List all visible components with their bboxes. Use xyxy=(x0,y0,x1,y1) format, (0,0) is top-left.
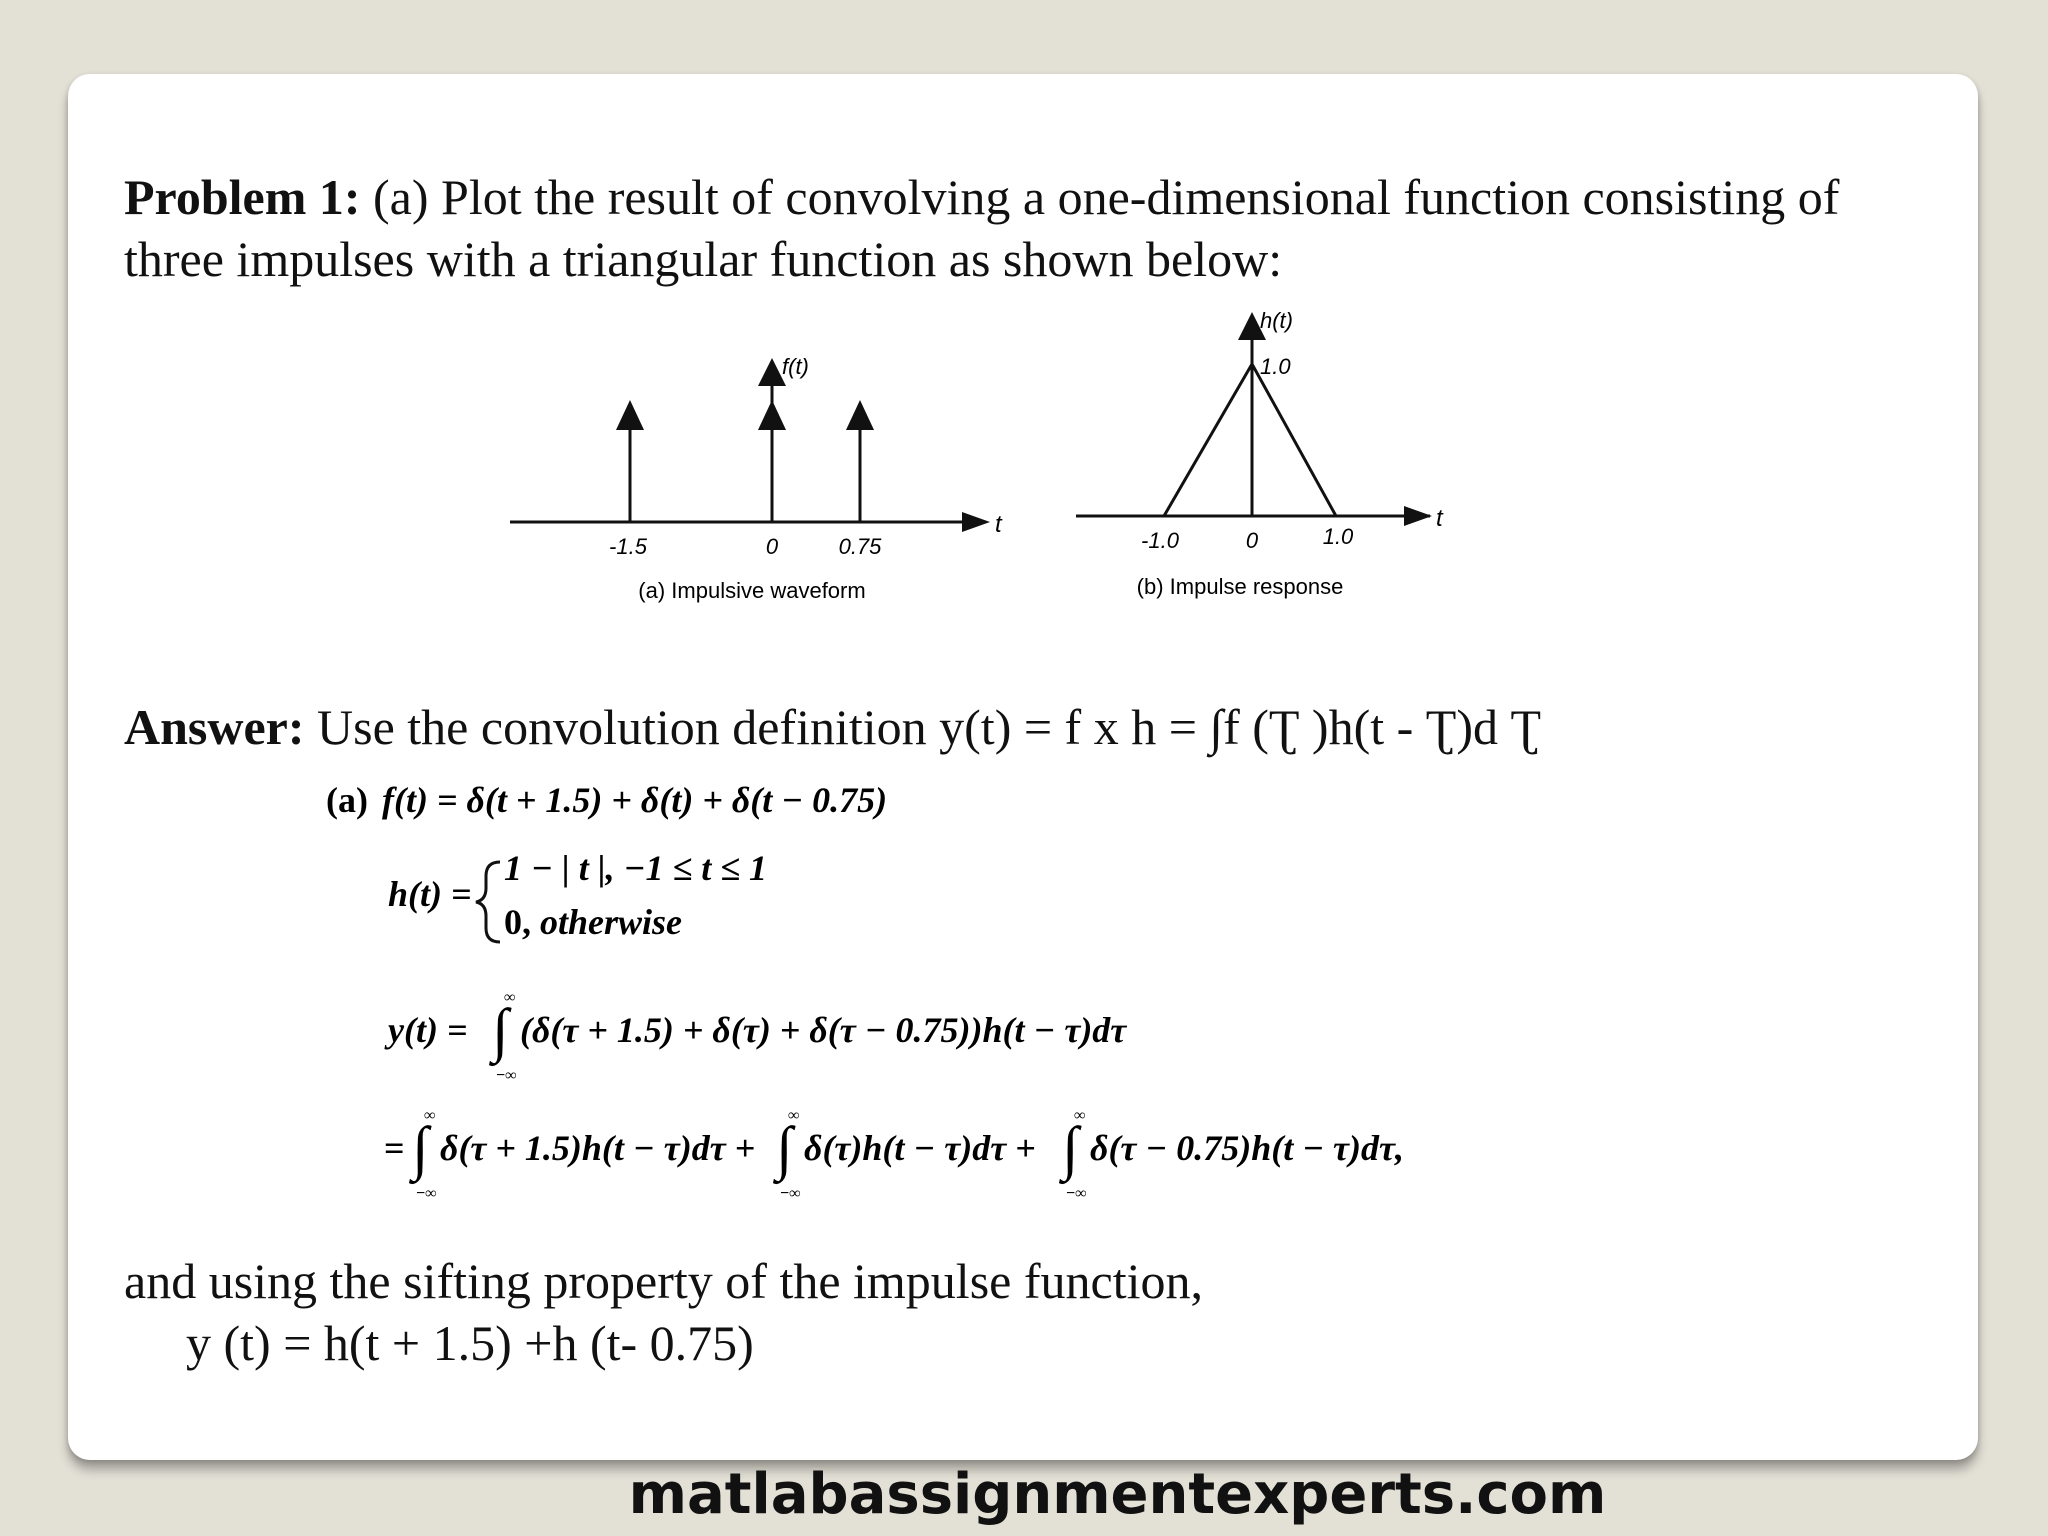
integral-upper-2: ∞ xyxy=(424,1107,436,1124)
f-definition: f(t) = δ(t + 1.5) + δ(t) + δ(t − 0.75) xyxy=(382,780,888,820)
answer-text: Use the convolution definition y(t) = f x h = ∫f (Ʈ )h(t - Ʈ)d Ʈ xyxy=(304,699,1542,755)
footer-watermark: matlabassignmentexperts.com xyxy=(628,1462,1607,1527)
caption-a: (a) Impulsive waveform xyxy=(638,578,866,603)
result-equation: y (t) = h(t + 1.5) +h (t- 0.75) xyxy=(186,1315,754,1371)
integral-upper-3: ∞ xyxy=(788,1107,800,1124)
caption-b: (b) Impulse response xyxy=(1136,574,1344,599)
tick-label-a-2: 0.75 xyxy=(838,534,882,559)
integral-sign-4: ∫ xyxy=(1062,1115,1079,1181)
impulse-response-plot xyxy=(1076,308,1444,599)
integral-lower-3: −∞ xyxy=(780,1185,801,1202)
integral-lower-2: −∞ xyxy=(416,1185,437,1202)
sifting-property-text: and using the sifting property of the impulse function, xyxy=(124,1253,1203,1309)
impulse-arrow-0 xyxy=(758,400,786,430)
problem-text-line2: three impulses with a triangular function as shown below: xyxy=(124,231,1283,287)
h-case-2-word: otherwise xyxy=(540,902,683,942)
tick-label-a-0: -1.5 xyxy=(609,534,647,559)
integral-upper-1: ∞ xyxy=(504,989,516,1006)
tick-label-a-1: 0 xyxy=(765,534,779,559)
integral-term-3: δ(τ − 0.75)h(t − τ)dτ, xyxy=(1090,1128,1404,1168)
part-a-label: (a) xyxy=(326,780,368,820)
axis-label-t-b: t xyxy=(1436,505,1443,532)
integral-lower-1: −∞ xyxy=(496,1067,517,1084)
triangle-response xyxy=(1164,364,1336,516)
integral-sign-3: ∫ xyxy=(776,1115,793,1181)
convolution-derivation xyxy=(320,770,1480,1210)
h-case-2-value: 0, xyxy=(504,902,540,942)
problem-statement xyxy=(124,166,1839,290)
y-lhs: y(t) = xyxy=(388,1010,468,1050)
tick-label-b-0: -1.0 xyxy=(1141,528,1179,553)
integral-term-1: δ(τ + 1.5)h(t − τ)dτ + xyxy=(440,1128,756,1168)
tick-label-b-2: 1.0 xyxy=(1322,524,1354,549)
h-case-1: 1 − | t |, −1 ≤ t ≤ 1 xyxy=(504,848,768,888)
integral-term-2: δ(τ)h(t − τ)dτ + xyxy=(804,1128,1036,1168)
integral-sign-2: ∫ xyxy=(412,1115,429,1181)
impulse-figures xyxy=(490,300,1450,620)
impulsive-waveform-plot xyxy=(510,354,1003,603)
peak-label: 1.0 xyxy=(1260,354,1291,379)
problem-label: Problem 1: xyxy=(124,169,361,225)
impulse-arrow-0.75 xyxy=(846,400,874,430)
axis-label-t-a: t xyxy=(995,511,1002,538)
integral-lower-4: −∞ xyxy=(1066,1185,1087,1202)
integral-sign-1: ∫ xyxy=(492,997,509,1063)
answer-label: Answer: xyxy=(124,699,305,755)
h-lhs: h(t) = xyxy=(388,874,472,914)
problem-text-line1: (a) Plot the result of convolving a one-dimensional function consisting of xyxy=(360,169,1840,225)
integral-upper-4: ∞ xyxy=(1074,1107,1086,1124)
h-case-2 xyxy=(504,902,682,942)
f-axis-label: f(t) xyxy=(782,354,809,379)
piecewise-brace xyxy=(476,862,500,942)
h-axis-label: h(t) xyxy=(1260,308,1293,333)
axis-arrowhead-b xyxy=(1404,506,1432,526)
y-integrand: (δ(τ + 1.5) + δ(τ) + δ(τ − 0.75))h(t − τ)dτ xyxy=(520,1010,1127,1050)
axis-arrowhead-a xyxy=(962,512,990,532)
tick-label-b-1: 0 xyxy=(1245,528,1259,553)
equals-sign: = xyxy=(384,1128,405,1168)
impulse-arrow-minus-1.5 xyxy=(616,400,644,430)
answer-statement xyxy=(124,696,1541,758)
